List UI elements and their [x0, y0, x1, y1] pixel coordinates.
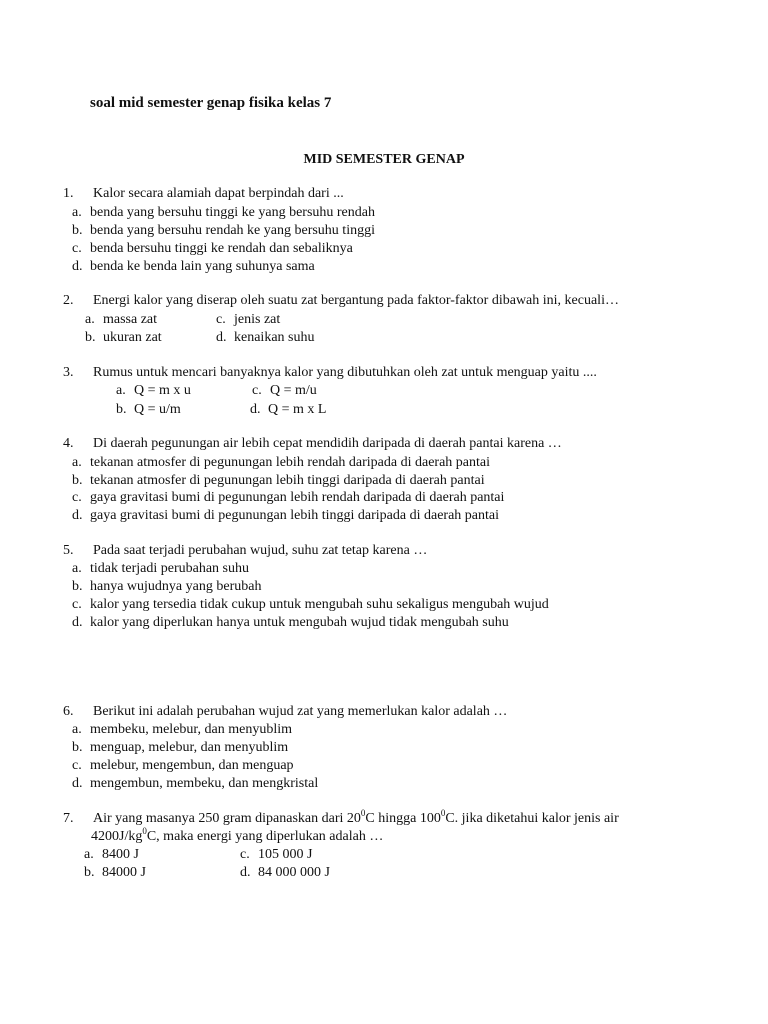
option-c: c. melebur, mengembun, dan menguap	[72, 758, 294, 773]
option-c: c. Q = m/u	[252, 383, 317, 398]
option-d: d. benda ke benda lain yang suhunya sama	[72, 259, 315, 274]
option-c: c. 105 000 J	[240, 847, 313, 862]
option-d: d. 84 000 000 J	[240, 865, 330, 880]
question-text: 1. Kalor secara alamiah dapat berpindah dari ...	[63, 186, 344, 201]
option-c: c. kalor yang tersedia tidak cukup untuk mengubah suhu sekaligus mengubah wujud	[72, 597, 549, 612]
question-number: 2.	[63, 293, 74, 308]
option-b: b. tekanan atmosfer di pegunungan lebih tinggi daripada di daerah pantai	[72, 473, 485, 488]
option-a: a. benda yang bersuhu tinggi ke yang bersuhu rendah	[72, 205, 375, 220]
question-number: 6.	[63, 704, 74, 719]
option-d: d. kalor yang diperlukan hanya untuk mengubah wujud tidak mengubah suhu	[72, 615, 509, 630]
question-number: 7.	[63, 811, 74, 826]
question-text-continued: $4200J/kg^0C$, maka energi yang diperlukan adalah …	[91, 826, 384, 844]
option-b: b. hanya wujudnya yang berubah	[72, 579, 262, 594]
option-a: a. Q = m x u	[116, 383, 191, 398]
option-d: d. mengembun, membeku, dan mengkristal	[72, 776, 319, 791]
question-text: 2. Energi kalor yang diserap oleh suatu zat bergantung pada faktor-faktor dibawah ini, kecuali…	[63, 293, 619, 308]
option-c: c. gaya gravitasi bumi di pegunungan lebih rendah daripada di daerah pantai	[72, 490, 505, 505]
option-a: a. 8400 J	[84, 847, 139, 862]
question-text: 7. Air yang masanya 250 gram dipanaskan dari $20^0C$ hingga $100^0C$. jika diketahui kalor jenis air	[63, 808, 619, 826]
option-b: b. ukuran zat	[85, 330, 162, 345]
option-c: c. benda bersuhu tinggi ke rendah dan sebaliknya	[72, 241, 353, 256]
question-text: 5. Pada saat terjadi perubahan wujud, suhu zat tetap karena …	[63, 543, 428, 558]
option-c: c. jenis zat	[216, 312, 281, 327]
option-a: a. massa zat	[85, 312, 158, 327]
question-number: 3.	[63, 365, 74, 380]
option-b: b. benda yang bersuhu rendah ke yang bersuhu tinggi	[72, 223, 375, 238]
option-d: d. gaya gravitasi bumi di pegunungan lebih tinggi daripada di daerah pantai	[72, 508, 499, 523]
exam-heading: MID SEMESTER GENAP	[303, 152, 465, 167]
option-a: a. membeku, melebur, dan menyublim	[72, 722, 293, 737]
question-number: 1.	[63, 186, 74, 201]
option-b: b. menguap, melebur, dan menyublim	[72, 740, 289, 755]
question-number: 4.	[63, 436, 74, 451]
option-b: b. Q = u/m	[116, 402, 181, 417]
document-title: soal mid semester genap fisika kelas 7	[90, 95, 332, 111]
option-b: b. 84000 J	[84, 865, 146, 880]
option-a: a. tekanan atmosfer di pegunungan lebih rendah daripada di daerah pantai	[72, 455, 491, 470]
option-d: d. kenaikan suhu	[216, 330, 315, 345]
option-a: a. tidak terjadi perubahan suhu	[72, 561, 250, 576]
question-text: 3. Rumus untuk mencari banyaknya kalor yang dibutuhkan oleh zat untuk menguap yaitu ....	[63, 365, 597, 380]
option-d: d. Q = m x L	[250, 402, 327, 417]
question-text: 4. Di daerah pegunungan air lebih cepat mendidih daripada di daerah pantai karena …	[63, 436, 562, 451]
question-text: 6. Berikut ini adalah perubahan wujud zat yang memerlukan kalor adalah …	[63, 704, 508, 719]
question-number: 5.	[63, 543, 74, 558]
